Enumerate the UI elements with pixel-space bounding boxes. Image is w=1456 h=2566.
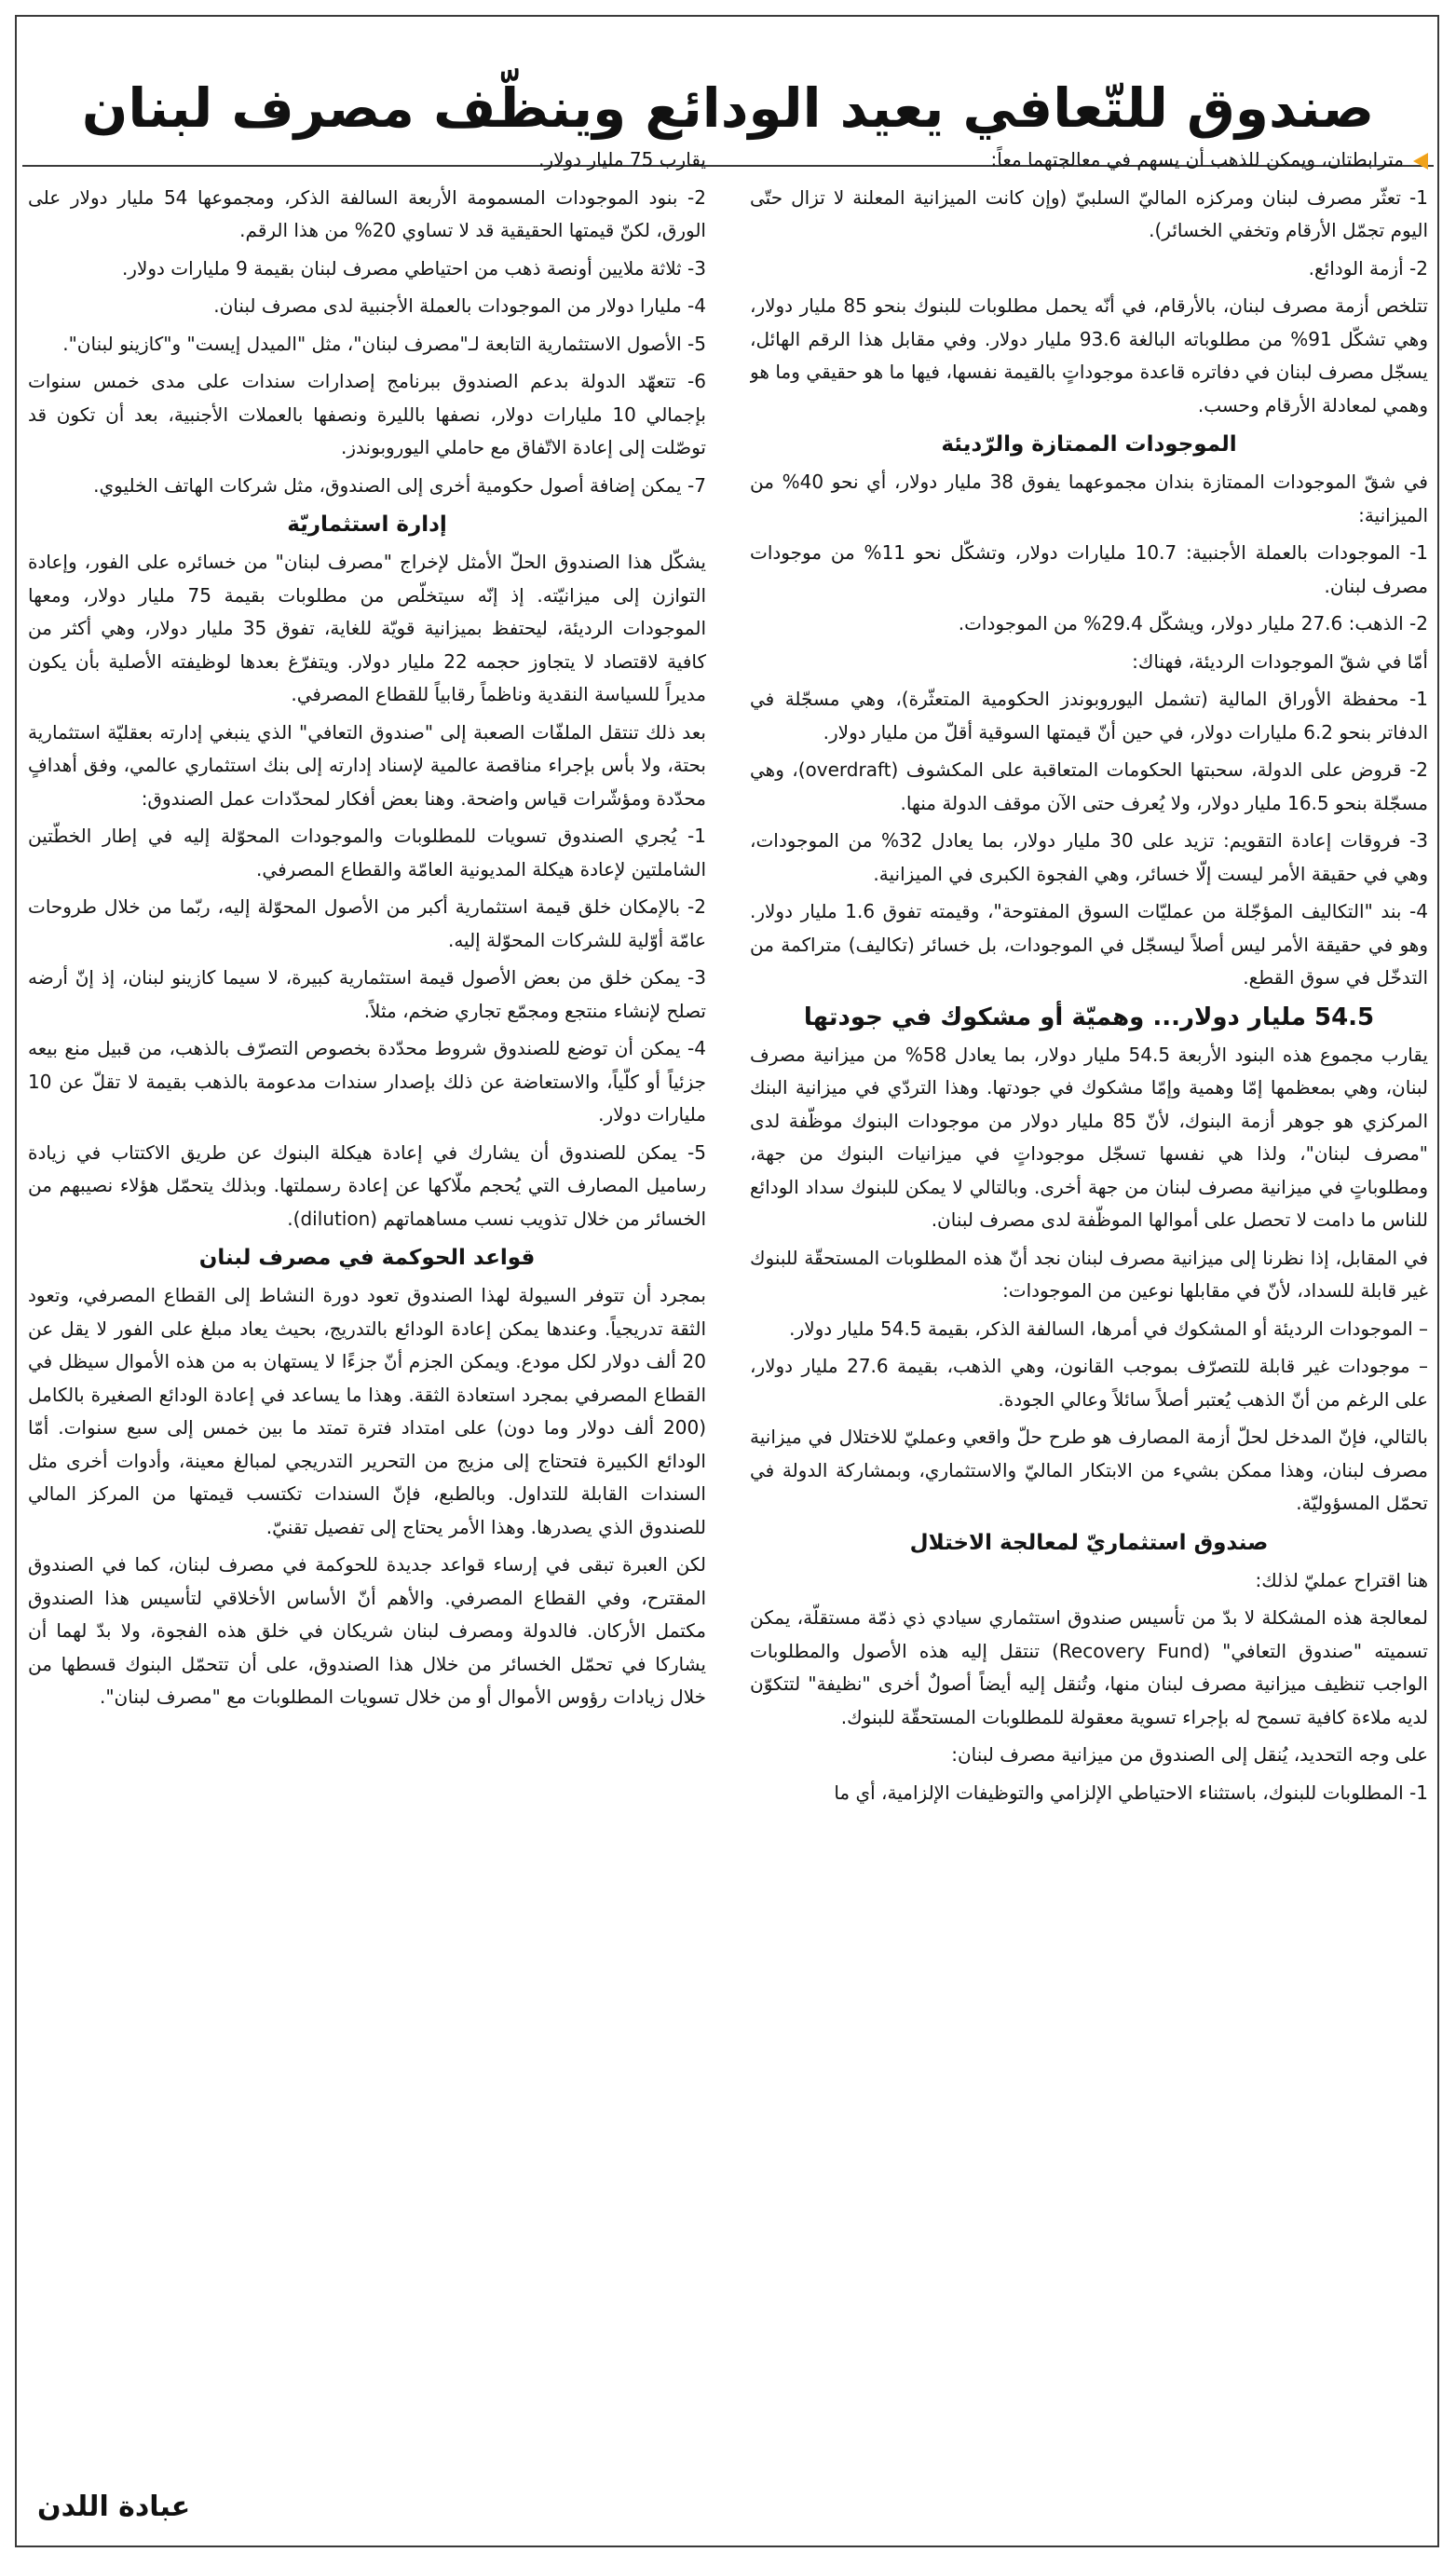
article-column-right [750, 143, 1428, 2436]
paragraph: يشكّل هذا الصندوق الحلّ الأمثل لإخراج "مصرف لبنان" من خسائره على الفور، وإعادة التوازن إلى ميزانيّته. إذ إنّه سيتخلّص من مطلوبات بقيمة 75 مليار دولار، ومعها الموجودات الرديئة، ليحتفظ بميزانية قويّة للغاية، تفوق 35 مليار دولار، وهي أكثر من كافية لاقتصاد لا يتجاوز حجمه 22 مليار دولار. ويتفرّغ بعدها لوظيفته الأصلية بأن يكون مديراً للسياسة النقدية وناظماً رقابياً للقطاع المصرفي. [28, 551, 706, 705]
paragraph: هنا اقتراح عمليّ لذلك: [1255, 1568, 1428, 1591]
paragraph: 2- قروض على الدولة، سحبتها الحكومات المتعاقبة على المكشوف (overdraft)، وهي مسجّلة بنحو 16.5 مليار دولار، ولا يُعرف حتى الآن موقف الدولة منها. [750, 758, 1428, 814]
paragraph: 1- يُجري الصندوق تسويات للمطلوبات والموجودات المحوّلة إليه في إطار الخطّتين الشاملتين لإعادة هيكلة المديونية العامّة والقطاع المصرفي. [28, 825, 706, 880]
paragraph: 2- بالإمكان خلق قيمة استثمارية أكبر من الأصول المحوّلة إليه، ربّما من خلال طروحات عامّة أوّلية للشركات المحوّلة إليه. [28, 895, 706, 951]
paragraph: 4- مليارا دولار من الموجودات بالعملة الأجنبية لدى مصرف لبنان. [213, 294, 706, 317]
paragraph: 5- يمكن للصندوق أن يشارك في إعادة هيكلة البنوك عن طريق الاكتتاب في زيادة رساميل المصارف التي يُحجم ملّاكها عن إعادة رسملتها. وبذلك يتحمّل هؤلاء نصيبهم من الخسائر من خلال تذويب نسب مساهماتهم (dilution). [28, 1140, 706, 1230]
section-heading: إدارة استثماريّة [287, 512, 447, 537]
paragraph: يقارب مجموع هذه البنود الأربعة 54.5 مليار دولار، بما يعادل 58% من ميزانية مصرف لبنان، وهي بمعظمها إمّا وهمية وإمّا مشكوك في جودتها. وهذا التردّي في ميزانية البنك المركزي هو جوهر أزمة البنوك، لأنّ 85 مليار دولار من موجودات البنوك موظّفة لدى "مصرف لبنان"، ولذا هي نفسها تسجّل موجوداتٍ في ميزانيات البنوك من جهة، ومطلوباتٍ في ميزانية مصرف لبنان من جهة أخرى. وبالتالي لا يمكن للبنوك سداد الودائع للناس ما دامت لا تحصل على أموالها الموظّفة لدى مصرف لبنان. [750, 1043, 1428, 1231]
paragraph: على وجه التحديد، يُنقل إلى الصندوق من ميزانية مصرف لبنان: [951, 1743, 1428, 1766]
paragraph: 2- أزمة الودائع. [1308, 256, 1428, 280]
paragraph: 2- الذهب: 27.6 مليار دولار، ويشكّل 29.4% من الموجودات. [958, 612, 1428, 635]
paragraph: لمعالجة هذه المشكلة لا بدّ من تأسيس صندوق استثماري سيادي ذي ذمّة مستقلّة، يمكن تسميته "صندوق التعافي" (Recovery Fund) تنتقل إليه هذه الأصول والمطلوبات الواجب تنظيف ميزانية مصرف لبنان منها، وتُنقل إليه أيضاً أصولٌ أخرى "نظيفة" لتتكوّن لديه ملاءة كافية تسمح له بإجراء تسوية معقولة للمطلوبات المستحقّة للبنوك. [750, 1606, 1428, 1728]
paragraph: بمجرد أن تتوفر السيولة لهذا الصندوق تعود دورة النشاط إلى القطاع المصرفي، وتعود الثقة تدريجياً. وعندها يمكن إعادة الودائع بالتدريج، بحيث يعاد مبلغ على الفور لا يقل عن 20 ألف دولار لكل مودع. ويمكن الجزم أنّ جزءًا لا يستهان به من هذه الأموال سيظل في القطاع المصرفي بمجرد استعادة الثقة. وهذا ما يساعد في إعادة الودائع الصغيرة بالكامل (200 ألف دولار وما دون) على امتداد فترة تمتد ما بين خمس إلى سبع سنوات. أمّا الودائع الكبيرة فتحتاج إلى مزيج من التحرير التدريجي لمبالغ معينة، وأدوات أخرى مثل السندات القابلة للتداول. وبالطبع، فإنّ السندات تكتسب قيمتها من المركز المالي للصندوق الذي يصدرها. وهذا الأمر يحتاج إلى تفصيل تقنيّ. [28, 1284, 706, 1538]
paragraph: 1- تعثّر مصرف لبنان ومركزه الماليّ السلبيّ (وإن كانت الميزانية المعلنة لا تزال حتّى اليوم تجمّل الأرقام وتخفي الخسائر). [750, 185, 1428, 241]
paragraph: 1- الموجودات بالعملة الأجنبية: 10.7 مليارات دولار، وتشكّل نحو 11% من موجودات مصرف لبنان. [750, 541, 1428, 597]
paragraph-intro [750, 143, 1428, 177]
section-heading: قواعد الحوكمة في مصرف لبنان [198, 1246, 536, 1270]
paragraph: 5- الأصول الاستثمارية التابعة لـ"مصرف لبنان"، مثل "الميدل إيست" و"كازينو لبنان". [62, 332, 706, 355]
paragraph: بالتالي، فإنّ المدخل لحلّ أزمة المصارف هو طرح حلّ واقعي وعمليّ للاختلال في ميزانية مصرف لبنان، وهذا ممكن بشيء من الابتكار الماليّ والاستثماري، وبمشاركة الدولة في تحمّل المسؤوليّة. [750, 1426, 1428, 1514]
paragraph: 2- بنود الموجودات المسمومة الأربعة السالفة الذكر، ومجموعها 54 مليار دولار على الورق، لكنّ قيمتها الحقيقية قد لا تساوي 20% من هذا الرقم. [28, 185, 706, 241]
paragraph: يقارب 75 مليار دولار. [538, 148, 706, 171]
paragraph: – موجودات غير قابلة للتصرّف بموجب القانون، وهي الذهب، بقيمة 27.6 مليار دولار، على الرغم من أنّ الذهب يُعتبر أصلاً سائلاً وعالي الجودة. [750, 1355, 1428, 1411]
article-column-left [28, 143, 706, 2436]
article-headline: صندوق للتّعافي يعيد الودائع وينظّف مصرف لبنان [22, 51, 1434, 167]
paragraph: 6- تتعهّد الدولة بدعم الصندوق ببرنامج إصدارات سندات على مدى خمس سنوات بإجمالي 10 مليارات دولار، نصفها بالليرة ونصفها بالعملات الأجنبية، بعد أن تكون قد توصّلت إلى إعادة الاتّفاق مع حاملي اليوروبوندز. [28, 370, 706, 458]
paragraph: لكن العبرة تبقى في إرساء قواعد جديدة للحوكمة في مصرف لبنان، كما في الصندوق المقترح، وفي القطاع المصرفي. والأهم أنّ الأساس الأخلاقي لتأسيس هذا الصندوق مكتمل الأركان. فالدولة ومصرف لبنان شريكان في خلق هذه الفجوة، ولا بدّ لهما أن يشاركا في تحمّل الخسائر من خلال هذا الصندوق، على أن تتحمّل البنوك قسطها من خلال زيادات رؤوس الأموال أو من خلال تسويات المطلوبات مع "مصرف لبنان". [28, 1553, 706, 1708]
paragraph: بعد ذلك تنتقل الملفّات الصعبة إلى "صندوق التعافي" الذي ينبغي إدارته بعقليّة استثمارية بحتة، ولا بأس بإجراء مناقصة عالمية لإسناد إدارته إلى بنك استثماري عالمي، وفق أهدافٍ محدّدة ومؤشّرات قياس واضحة. وهنا بعض أفكار لمحدّدات عمل الصندوق: [28, 720, 706, 810]
paragraph: في شقّ الموجودات الممتازة بندان مجموعهما يفوق 38 مليار دولار، أي نحو 40% من الميزانية: [750, 471, 1428, 526]
paragraph: 4- يمكن أن توضع للصندوق شروط محدّدة بخصوص التصرّف بالذهب، من قبيل منع بيعه جزئياً أو كلّياً، والاستعاضة عن ذلك بإصدار سندات مدعومة بالذهب بقيمة لا تقلّ عن 10 مليارات دولار. [28, 1037, 706, 1126]
section-heading: صندوق استثماريّ لمعالجة الاختلال [909, 1530, 1269, 1555]
paragraph: تتلخص أزمة مصرف لبنان، بالأرقام، في أنّه يحمل مطلوبات للبنوك بنحو 85 مليار دولار، وهي تشكّل 91% من مطلوباته البالغة 93.6 مليار دولار. وفي مقابل هذا الرقم الهائل، يسجّل مصرف لبنان في دفاتره قاعدة موجوداتٍ بالقيمة نفسها، فيها ما هو حقيقي وما هو وهمي لمعادلة الأرقام وحسب. [750, 294, 1428, 416]
paragraph: في المقابل، إذا نظرنا إلى ميزانية مصرف لبنان نجد أنّ هذه المطلوبات المستحقّة للبنوك غير قابلة للسداد، لأنّ في مقابلها نوعين من الموجودات: [750, 1246, 1428, 1302]
paragraph: أمّا في شقّ الموجودات الرديئة، فهناك: [1132, 649, 1428, 673]
paragraph: 3- فروقات إعادة التقويم: تزيد على 30 مليار دولار، بما يعادل 32% من الموجودات، وهي في حقيقة الأمر ليست إلّا خسائر، وهي الفجوة الكبرى في الميزانية. [750, 829, 1428, 885]
paragraph: 4- بند "التكاليف المؤجّلة من عمليّات السوق المفتوحة"، وقيمته تفوق 1.6 مليار دولار. وهو في حقيقة الأمر ليس أصلاً ليسجّل في الموجودات، بل خسائر (تكاليف) متراكمة من التدخّل في سوق القطع. [750, 900, 1428, 989]
paragraph-text: مترابطتان، ويمكن للذهب أن يسهم في معالجتهما معاً: [990, 148, 1404, 171]
paragraph: 3- ثلاثة ملايين أونصة ذهب من احتياطي مصرف لبنان بقيمة 9 مليارات دولار. [121, 256, 706, 280]
author-signature: عبادة اللدن [37, 2491, 191, 2523]
paragraph: 3- يمكن خلق من بعض الأصول قيمة استثمارية كبيرة، لا سيما كازينو لبنان، إذ إنّ أرضه تصلح لإنشاء منتجع ومجمّع تجاري ضخم، مثلاً. [28, 966, 706, 1022]
paragraph: – الموجودات الرديئة أو المشكوك في أمرها، السالفة الذكر، بقيمة 54.5 مليار دولار. [789, 1317, 1428, 1340]
section-heading: 54.5 مليار دولار... وهميّة أو مشكوك في جودتها [803, 1003, 1375, 1031]
paragraph: 1- محفظة الأوراق المالية (تشمل اليوروبوندز الحكومية المتعثّرة)، وهي مسجّلة في الدفاتر بنحو 6.2 مليارات دولار، في حين أنّ قيمتها السوقية أقلّ من مليار دولار. [750, 688, 1428, 744]
paragraph: 7- يمكن إضافة أصول حكومية أخرى إلى الصندوق، مثل شركات الهاتف الخليوي. [93, 473, 706, 497]
paragraph: 1- المطلوبات للبنوك، باستثناء الاحتياطي الإلزامي والتوظيفات الإلزامية، أي ما [834, 1781, 1428, 1804]
section-heading: الموجودات الممتازة والرّديئة [941, 432, 1237, 457]
continuation-arrow-icon [1413, 153, 1428, 170]
